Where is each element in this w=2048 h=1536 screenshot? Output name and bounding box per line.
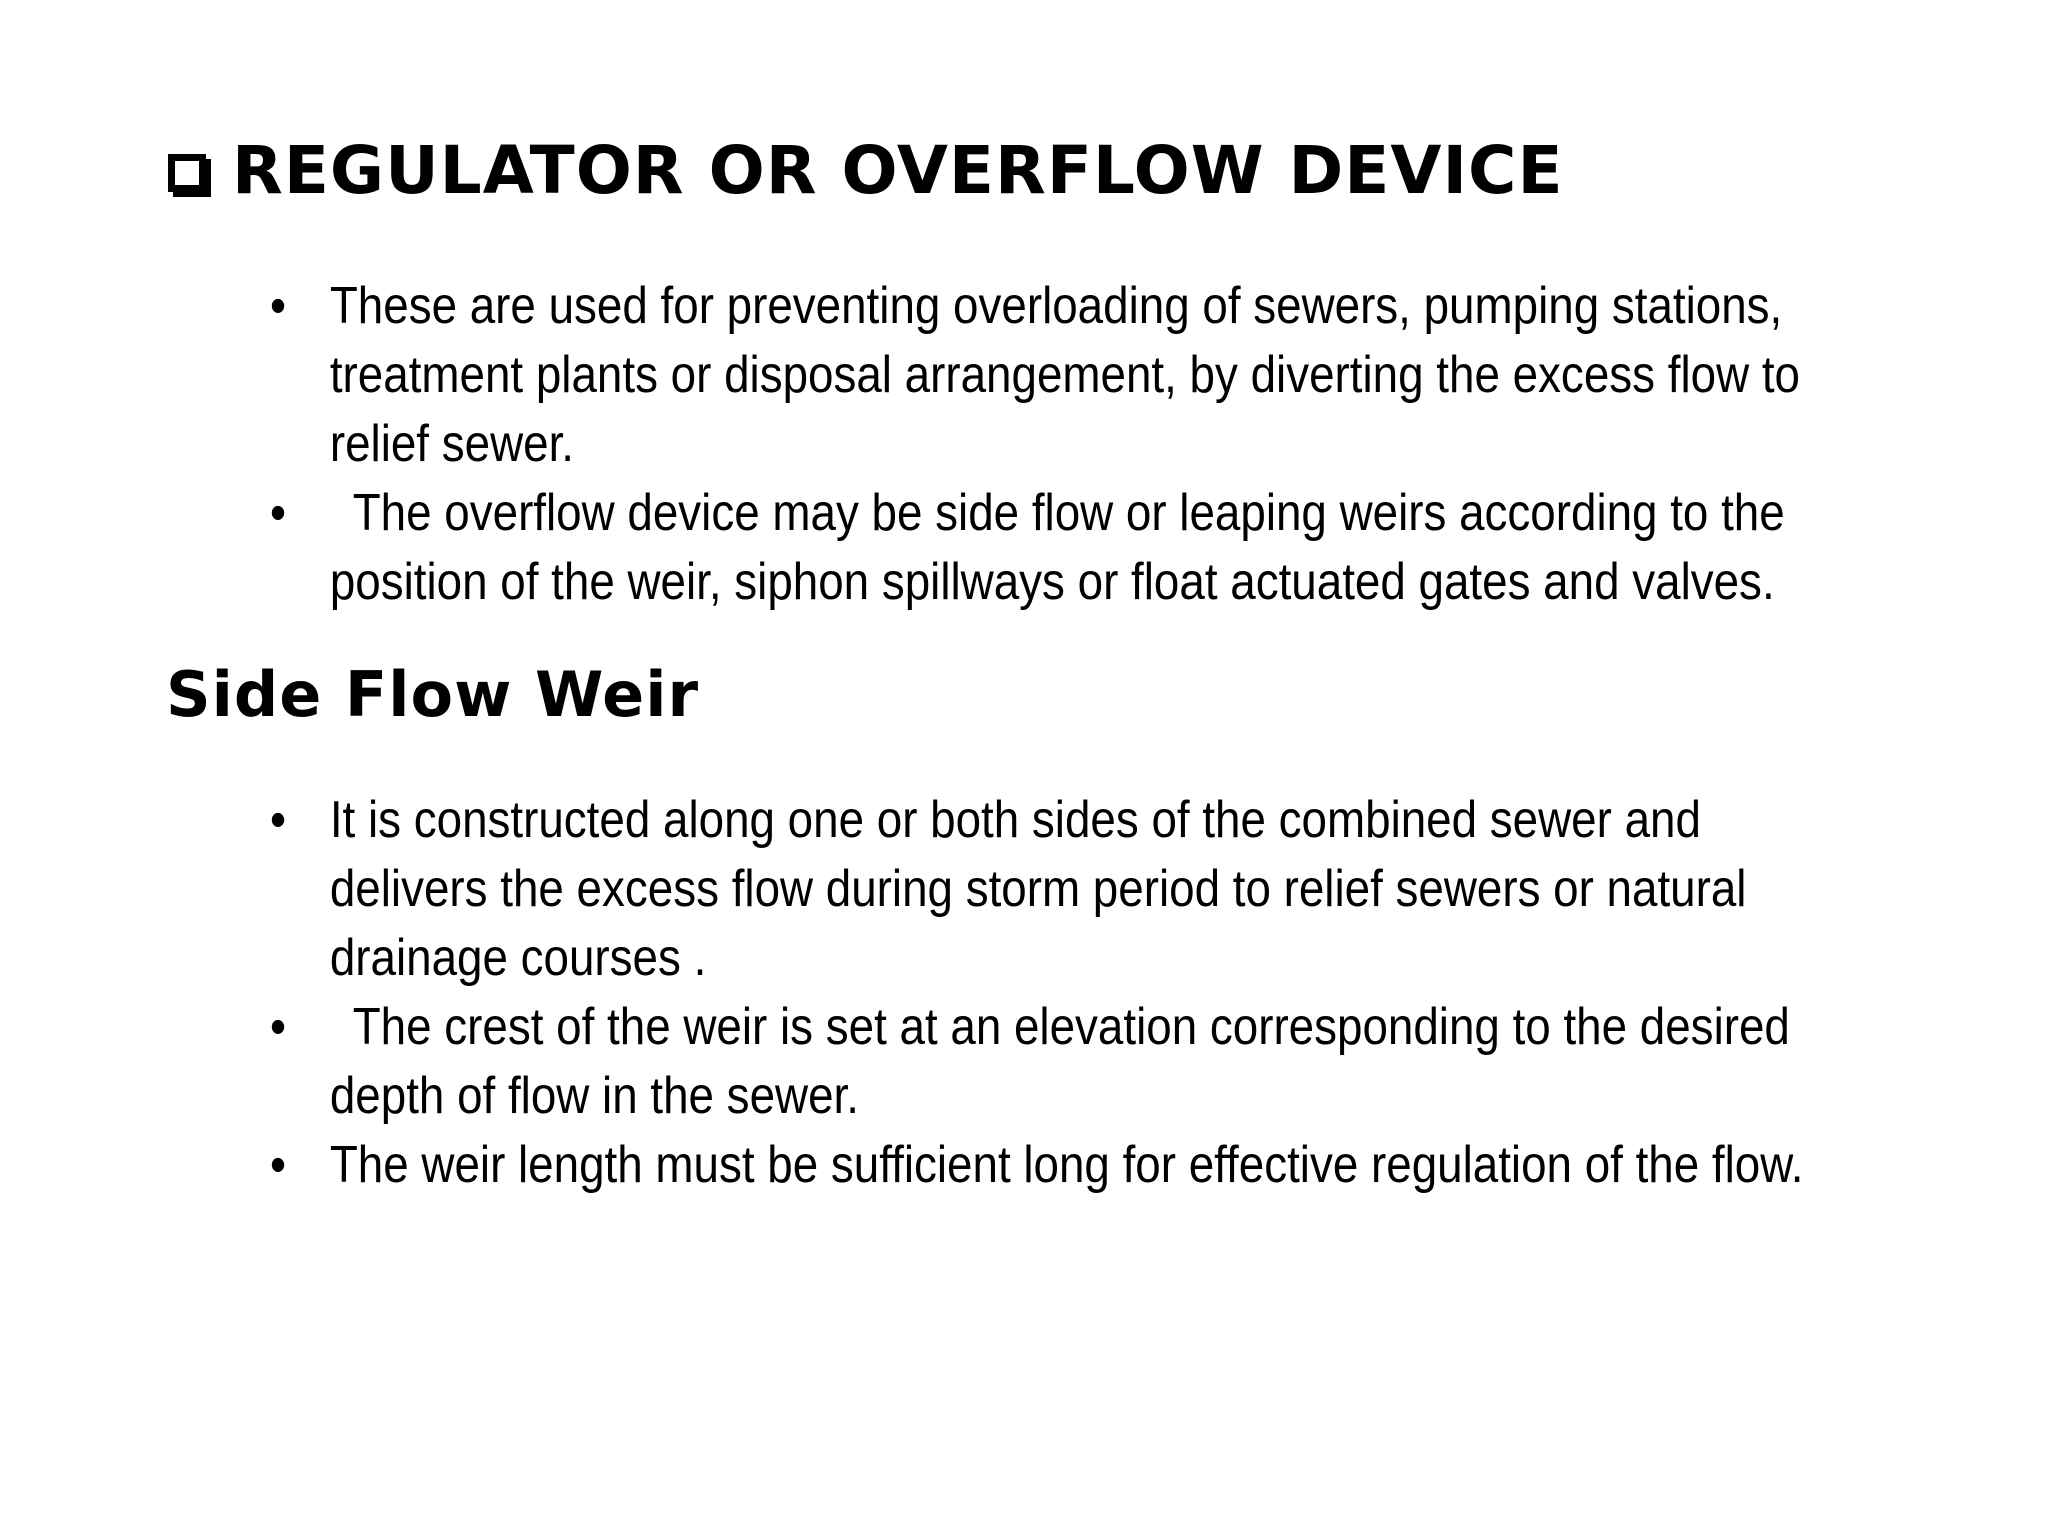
text-line-content: The overflow device may be side flow or leaping weirs according to the [352, 484, 1785, 542]
text-line: delivers the excess flow during storm period to relief sewers or natural [329, 860, 1747, 918]
subsection-heading: Side Flow Weir [166, 658, 700, 731]
list-item [270, 479, 1785, 617]
checkbox-bullet-icon [168, 154, 206, 192]
text-line [330, 479, 1785, 548]
text-line: treatment plants or disposal arrangement, by diverting the excess flow to [329, 346, 1801, 404]
text-line: • These are used for preventing overloading of sewers, pumping stations, [329, 277, 1783, 335]
text-line: • It is constructed along one or both sides of the combined sewer and [329, 791, 1701, 849]
text-line: • The weir length must be sufficient long for effective regulation of the flow. [329, 1136, 1804, 1194]
list-item [270, 786, 1747, 993]
bullet-list-regulator [270, 272, 1801, 617]
text-line: position of the weir, siphon spillways or float actuated gates and valves. [329, 553, 1775, 611]
text-line: depth of flow in the sewer. [329, 1067, 859, 1125]
section-title: REGULATOR OR OVERFLOW DEVICE [232, 132, 1564, 209]
text-line [330, 993, 1790, 1062]
section-heading-regulator [168, 132, 1564, 209]
list-item [270, 272, 1801, 479]
text-line: drainage courses . [329, 929, 707, 987]
text-line: relief sewer. [329, 415, 574, 473]
text-line-content: The crest of the weir is set at an elevation corresponding to the desired [352, 998, 1790, 1056]
bullet-list-side-flow-weir [270, 786, 1804, 1200]
list-item [270, 1131, 1804, 1200]
list-item [270, 993, 1790, 1131]
